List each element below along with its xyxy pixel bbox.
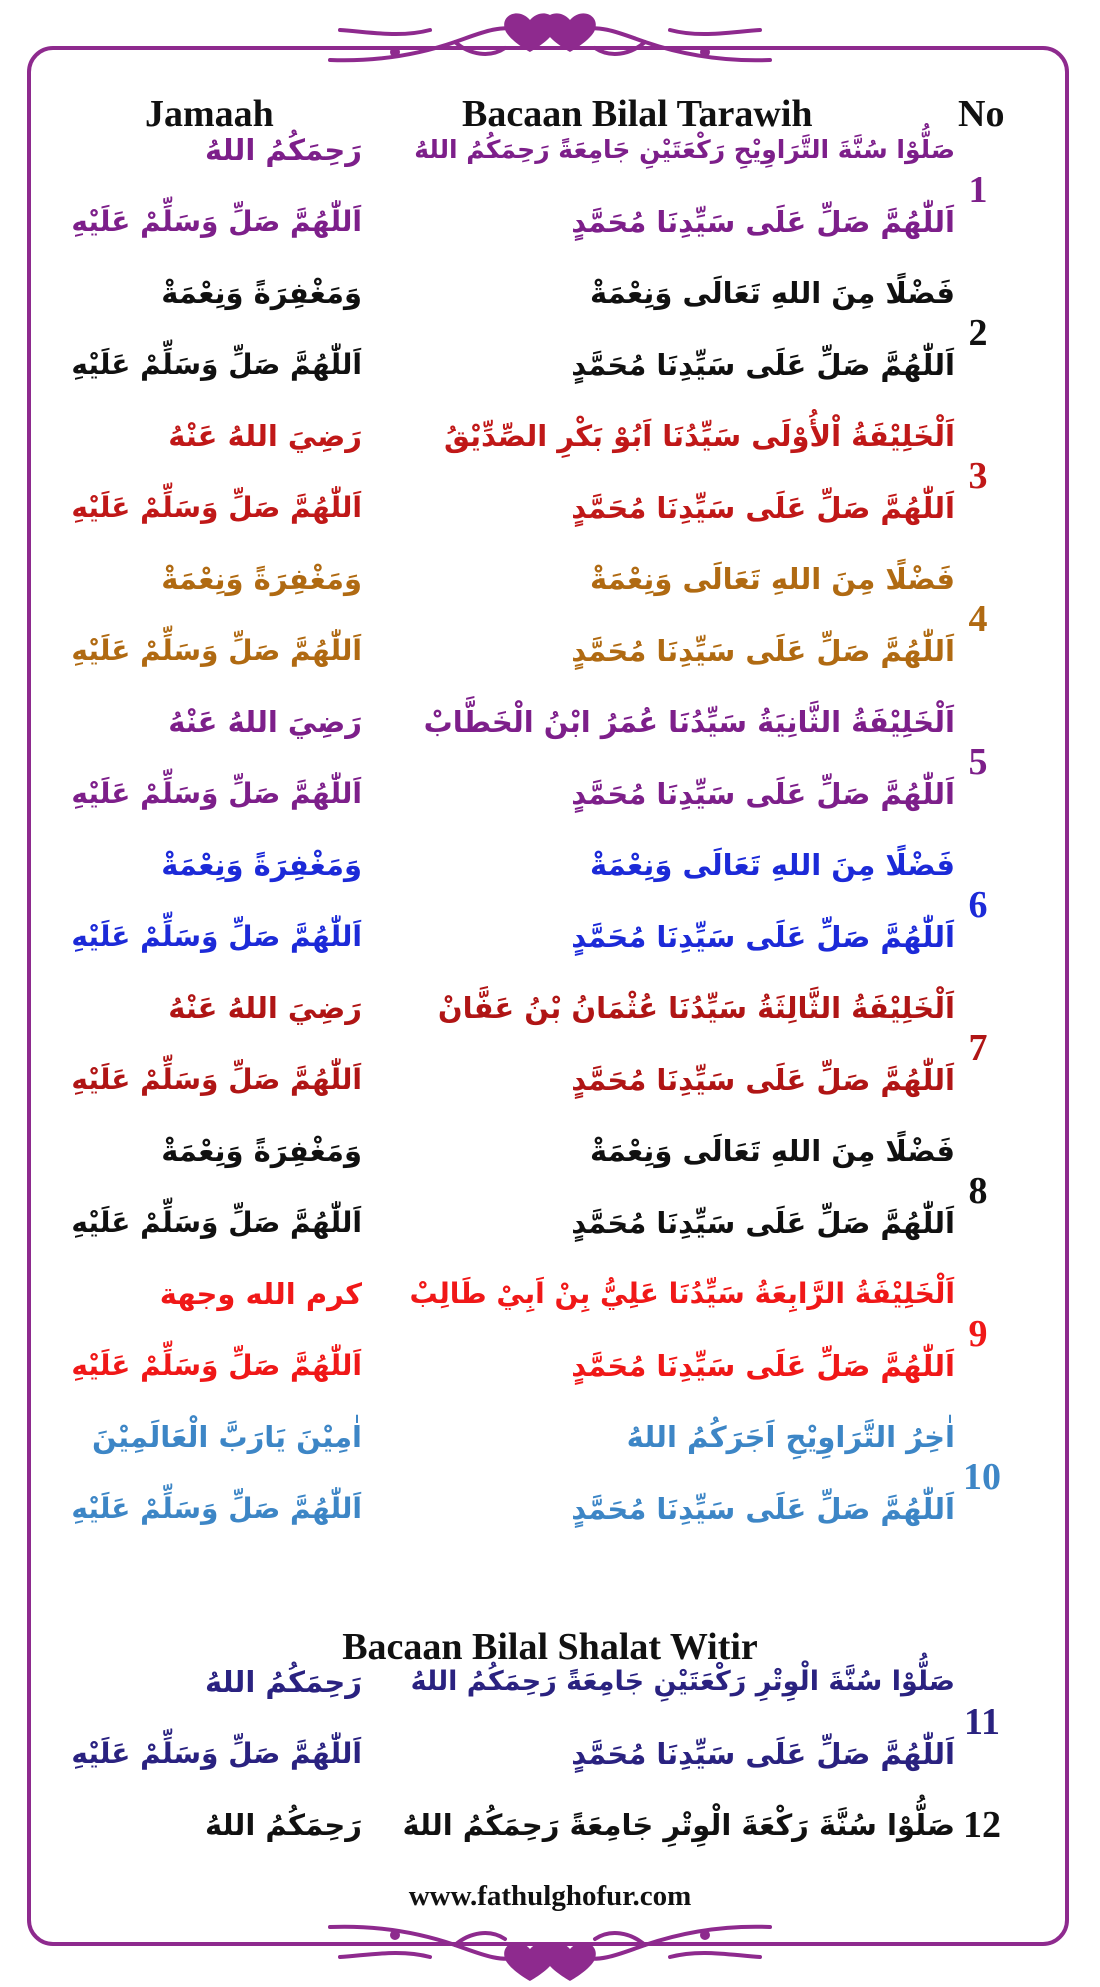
row-number: 7	[968, 1027, 988, 1069]
jamaah-line: اَللّٰهُمَّ صَلِّ وَسَلِّمْ عَلَيْهِ	[71, 634, 362, 667]
row-number: 1	[968, 169, 988, 211]
bilal-line: اَلْخَلِيْفَةُ اْلأُوْلَى سَيِّدُنَا اَبُوْ بَكْرِ الصِّدِّيْقُ	[443, 419, 955, 453]
jamaah-line: وَمَغْفِرَةً وَنِعْمَةْ	[161, 276, 362, 310]
row-number: 10	[963, 1456, 1001, 1498]
bilal-line: اَللّٰهُمَّ صَلِّ عَلَى سَيِّدِنَا مُحَمَّدٍ	[571, 205, 955, 239]
bilal-line: اَلْخَلِيْفَةُ الرَّابِعَةُ سَيِّدُنَا عَلِيُّ بِنْ اَبِيْ طَالِبْ	[409, 1277, 955, 1310]
top-ornament	[0, 0, 1100, 90]
bilal-line: اَللّٰهُمَّ صَلِّ عَلَى سَيِّدِنَا مُحَمَّدٍ	[571, 1737, 955, 1771]
jamaah-line: اَللّٰهُمَّ صَلِّ وَسَلِّمْ عَلَيْهِ	[71, 1063, 362, 1096]
bilal-line: صَلُّوْا سُنَّةَ التَّرَاوِيْحِ رَكْعَتَيْنِ جَامِعَةً رَحِمَكُمُ اللهُ	[414, 135, 955, 164]
bilal-line: اٰخِرُ التَّرَاوِيْحِ اَجَرَكُمُ اللهُ	[626, 1420, 955, 1454]
bilal-line: فَضْلًا مِنَ اللهِ تَعَالَى وَنِعْمَةْ	[590, 562, 955, 596]
bilal-line: اَللّٰهُمَّ صَلِّ عَلَى سَيِّدِنَا مُحَمَّدٍ	[571, 1492, 955, 1526]
website-url[interactable]: www.fathulghofur.com	[408, 1880, 692, 1912]
bilal-line: اَللّٰهُمَّ صَلِّ عَلَى سَيِّدِنَا مُحَمَّدٍ	[571, 634, 955, 668]
jamaah-line: اَللّٰهُمَّ صَلِّ وَسَلِّمْ عَلَيْهِ	[71, 1349, 362, 1382]
jamaah-line: اَللّٰهُمَّ صَلِّ وَسَلِّمْ عَلَيْهِ	[71, 1737, 362, 1770]
row-number: 8	[968, 1170, 988, 1212]
jamaah-line: اَللّٰهُمَّ صَلِّ وَسَلِّمْ عَلَيْهِ	[71, 205, 362, 238]
row-number: 2	[968, 312, 988, 354]
row-number: 9	[968, 1313, 988, 1355]
row-number: 6	[968, 884, 988, 926]
bilal-line: صَلُّوْا سُنَّةَ رَكْعَةَ الْوِتْرِ جَامِعَةً رَحِمَكُمُ اللهُ	[402, 1808, 955, 1842]
jamaah-line: اَللّٰهُمَّ صَلِّ وَسَلِّمْ عَلَيْهِ	[71, 777, 362, 810]
jamaah-line: اَللّٰهُمَّ صَلِّ وَسَلِّمْ عَلَيْهِ	[71, 348, 362, 381]
jamaah-line: وَمَغْفِرَةً وَنِعْمَةْ	[161, 1134, 362, 1168]
jamaah-line: اٰمِيْنَ يَارَبَّ الْعَالَمِيْنَ	[92, 1420, 362, 1454]
bilal-line: اَللّٰهُمَّ صَلِّ عَلَى سَيِّدِنَا مُحَمَّدٍ	[571, 777, 955, 811]
header-bacaan-bilal-witir: Bacaan Bilal Shalat Witir	[342, 1626, 758, 1668]
bilal-line: فَضْلًا مِنَ اللهِ تَعَالَى وَنِعْمَةْ	[590, 276, 955, 310]
jamaah-line: وَمَغْفِرَةً وَنِعْمَةْ	[161, 562, 362, 596]
row-number: 12	[963, 1804, 1001, 1846]
bilal-line: صَلُّوْا سُنَّةَ الْوِتْرِ رَكْعَتَيْنِ جَامِعَةً رَحِمَكُمُ اللهُ	[410, 1666, 955, 1697]
bilal-line: اَللّٰهُمَّ صَلِّ عَلَى سَيِّدِنَا مُحَمَّدٍ	[571, 1063, 955, 1097]
jamaah-line: اَللّٰهُمَّ صَلِّ وَسَلِّمْ عَلَيْهِ	[71, 491, 362, 524]
jamaah-line: رَضِيَ اللهُ عَنْهُ	[168, 419, 362, 453]
bilal-line: اَللّٰهُمَّ صَلِّ عَلَى سَيِّدِنَا مُحَمَّدٍ	[571, 1206, 955, 1240]
bilal-line: فَضْلًا مِنَ اللهِ تَعَالَى وَنِعْمَةْ	[590, 848, 955, 882]
header-no: No	[958, 93, 1005, 135]
row-number: 4	[968, 598, 988, 640]
jamaah-line: رَضِيَ اللهُ عَنْهُ	[168, 991, 362, 1025]
header-jamaah: Jamaah	[145, 93, 274, 135]
jamaah-line: كرم الله وجهة	[159, 1277, 362, 1311]
row-number: 11	[964, 1701, 1000, 1743]
bilal-line: اَللّٰهُمَّ صَلِّ عَلَى سَيِّدِنَا مُحَمَّدٍ	[571, 348, 955, 382]
row-number: 5	[968, 741, 988, 783]
bilal-line: اَلْخَلِيْفَةُ الثَّالِثَةُ سَيِّدُنَا عُثْمَانُ بْنُ عَفَّانْ	[437, 991, 955, 1025]
jamaah-line: اَللّٰهُمَّ صَلِّ وَسَلِّمْ عَلَيْهِ	[71, 1492, 362, 1525]
bilal-line: اَلْخَلِيْفَةُ الثَّانِيَةُ سَيِّدُنَا عُمَرُ ابْنُ الْخَطَّابْ	[423, 705, 955, 739]
row-number: 3	[968, 455, 988, 497]
jamaah-line: وَمَغْفِرَةً وَنِعْمَةْ	[161, 848, 362, 882]
header-bacaan-bilal-tarawih: Bacaan Bilal Tarawih	[462, 93, 813, 135]
bilal-line: اَللّٰهُمَّ صَلِّ عَلَى سَيِّدِنَا مُحَمَّدٍ	[571, 491, 955, 525]
bilal-line: اَللّٰهُمَّ صَلِّ عَلَى سَيِّدِنَا مُحَمَّدٍ	[571, 1349, 955, 1383]
jamaah-line: اَللّٰهُمَّ صَلِّ وَسَلِّمْ عَلَيْهِ	[71, 1206, 362, 1239]
jamaah-line: رَحِمَكُمُ اللهُ	[205, 1808, 362, 1842]
bilal-line: اَللّٰهُمَّ صَلِّ عَلَى سَيِّدِنَا مُحَمَّدٍ	[571, 920, 955, 954]
bilal-line: فَضْلًا مِنَ اللهِ تَعَالَى وَنِعْمَةْ	[590, 1134, 955, 1168]
jamaah-line: رَحِمَكُمُ اللهُ	[205, 1665, 362, 1699]
jamaah-line: رَحِمَكُمُ اللهُ	[205, 133, 362, 167]
jamaah-line: اَللّٰهُمَّ صَلِّ وَسَلِّمْ عَلَيْهِ	[71, 920, 362, 953]
jamaah-line: رَضِيَ اللهُ عَنْهُ	[168, 705, 362, 739]
